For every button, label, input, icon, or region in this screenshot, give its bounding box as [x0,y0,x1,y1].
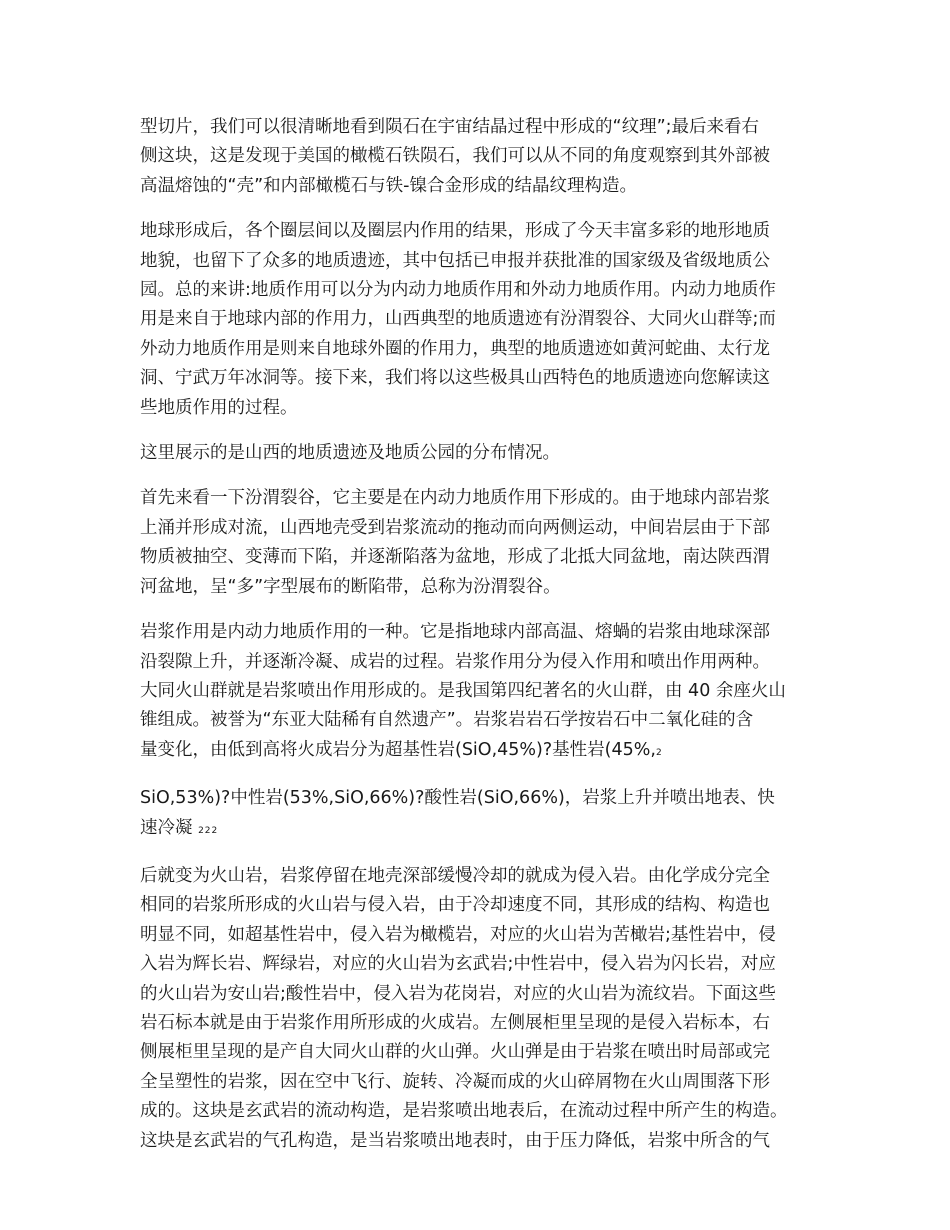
text-line: 入岩为辉长岩、辉绿岩，对应的火山岩为玄武岩;中性岩中，侵入岩为闪长岩，对应 [140,954,776,975]
text-line: 园。总的来讲:地质作用可以分为内动力地质作用和外动力地质作用。内动力地质作 [140,280,776,301]
paragraph-igneous-rocks [140,862,812,1156]
paragraph-magmatism [140,618,812,768]
text-line: 些地质作用的过程。 [140,397,298,418]
subscript-run: 222 [198,825,219,836]
text-line: 成的。这块是玄武岩的流动构造，是岩浆喷出地表后，在流动过程中所产生的构造。 [140,1101,788,1122]
text-line: 上涌并形成对流，山西地壳受到岩浆流动的拖动而向两侧运动，中间岩层由于下部 [140,517,770,538]
text-line: 河盆地，呈“多”字型展布的断陷带，总称为汾渭裂谷。 [140,576,561,597]
text-line [140,736,812,768]
text-line: 外动力地质作用是则来自地球外圈的作用力，典型的地质遗迹如黄河蛇曲、太行龙 [140,338,770,359]
text-line: 侧展柜里呈现的是产自大同火山群的火山弹。火山弹是由于岩浆在喷出时局部或完 [140,1042,770,1063]
text-line: 相同的岩浆所形成的火山岩与侵入岩，由于冷却速度不同，其形成的结构、构造也 [140,895,770,916]
text-line: 这块是玄武岩的气孔构造，是当岩浆喷出地表时，由于压力降低，岩浆中所含的气 [140,1130,770,1151]
text-line: 这里展示的是山西的地质遗迹及地质公园的分布情况。 [140,443,560,464]
paragraph-distribution [140,439,812,468]
paragraph-fenwei-rift [140,484,812,602]
text-line: 岩石标本就是由于岩浆作用所形成的火成岩。左侧展柜里呈现的是侵入岩标本，右 [140,1012,770,1033]
text-run: 速冷凝 [140,817,193,838]
text-line: 沿裂隙上升，并逐渐冷凝、成岩的过程。岩浆作用分为侵入作用和喷出作用两种。 [140,651,770,672]
paragraph-meteorite [140,113,812,201]
text-line: SiO,53%)?中性岩(53%,SiO,66%)?酸性岩(SiO,66%)，岩浆上升并喷出地表、快 [140,788,775,809]
text-line: 后就变为火山岩，岩浆停留在地壳深部缓慢冷却的就成为侵入岩。由化学成分完全 [140,865,770,886]
text-line: 岩浆作用是内动力地质作用的一种。它是指地球内部高温、熔蝸的岩浆由地球深部 [140,622,770,643]
text-line: 地球形成后，各个圈层间以及圈层内作用的结果，形成了今天丰富多彩的地形地质 [140,221,770,242]
text-line: 用是来自于地球内部的作用力，山西典型的地质遗迹有汾渭裂谷、大同火山群等;而 [140,309,776,330]
text-line: 明显不同，如超基性岩中，侵入岩为橄榄岩，对应的火山岩为苦橄岩;基性岩中，侵 [140,924,776,945]
text-line: 的火山岩为安山岩;酸性岩中，侵入岩为花岗岩，对应的火山岩为流纹岩。下面这些 [140,983,776,1004]
text-line: 洞、宁武万年冰洞等。接下来，我们将以这些极具山西特色的地质遗迹向您解读这 [140,368,770,389]
text-line: 全呈塑性的岩浆，因在空中飞行、旋转、冷凝而成的火山碎屑物在火山周围落下形 [140,1071,770,1092]
text-line: 物质被抽空、变薄而下陷，并逐渐陷落为盆地，形成了北抵大同盆地，南达陕西渭 [140,547,770,568]
paragraph-geology-overview [140,217,812,423]
text-run: 量变化，由低到高将火成岩分为超基性岩(SiO,45%)?基性岩(45%, [140,739,656,760]
paragraph-rock-classes [140,784,812,846]
text-line: 型切片，我们可以很清晰地看到陨石在宇宙结晶过程中形成的“纹理”;最后来看右 [140,117,760,137]
text-line: 地貌，也留下了众多的地质遗迹，其中包括已申报并获批准的国家级及省级地质公 [140,250,770,271]
document-body [140,113,812,1172]
text-line: 高温熔蚀的“壳”和内部橄榄石与铁-镍合金形成的结晶纹理构造。 [140,175,637,196]
text-line: 锥组成。被誉为“东亚大陆稀有自然遗产”。岩浆岩岩石学按岩石中二氧化硅的含 [140,710,754,731]
text-line: 侧这块，这是发现于美国的橄榄石铁陨石，我们可以从不同的角度观察到其外部被 [140,146,770,167]
text-line: 大同火山群就是岩浆喷出作用形成的。是我国第四纪著名的火山群，由 40 余座火山 [140,680,786,701]
text-line: 首先来看一下汾渭裂谷，它主要是在内动力地质作用下形成的。由于地球内部岩浆 [140,488,770,509]
subscript-run: 2 [655,747,663,758]
text-line [140,814,812,846]
